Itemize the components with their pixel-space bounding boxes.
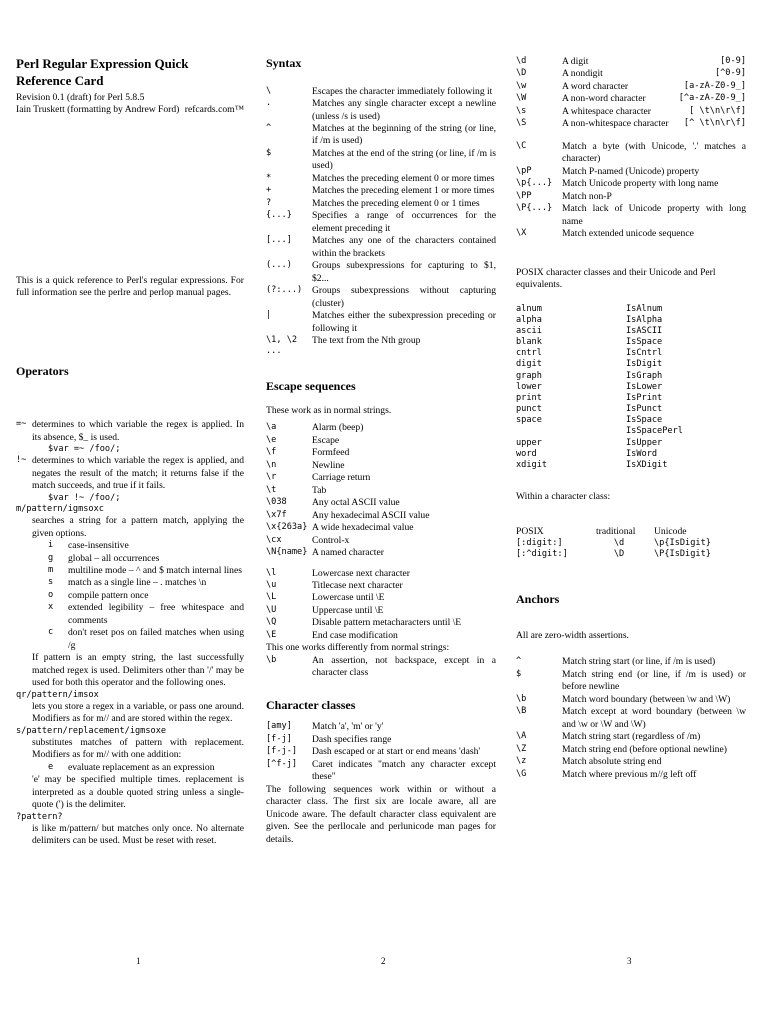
table-row: alnum IsAlnum (516, 303, 663, 314)
anchor-row: \Z Match string end (before optional newline) (516, 743, 727, 755)
anchors-list (516, 656, 746, 781)
op-example: $var =~ /foo/; (48, 444, 121, 455)
syntax-list (266, 86, 496, 358)
table-row: upper IsUpper (516, 437, 663, 448)
escape-intro: These work as in normal strings. (266, 404, 392, 416)
op-desc: determines to which variable the regex is applied, and negates the result of the match; it returns false if the match succeeds, and true if it fails. (32, 455, 244, 492)
escape-row: \n Newline (266, 459, 345, 471)
syntax-row: [...] Matches any one of the characters contained within the brackets (266, 235, 496, 259)
anchors-intro: All are zero-width assertions. (516, 629, 629, 641)
escape-row: \f Formfeed (266, 447, 350, 459)
author: Iain Truskett (formatting by Andrew Ford) (16, 104, 180, 116)
op-example: $var !~ /foo/; (48, 492, 121, 503)
escape-list (266, 422, 496, 559)
char-class-list (266, 721, 496, 783)
escape-heading: Escape sequences (266, 379, 356, 394)
posix-table (516, 304, 736, 472)
op-s: s/pattern/replacement/igmsoxe (16, 725, 167, 736)
class-row: [f-j-] Dash escaped or at start or end means 'dash' (266, 746, 481, 758)
table-row: xdigit IsXDigit (516, 459, 668, 470)
seq-row: \C Match a byte (with Unicode, '.' matches a character) (516, 140, 746, 165)
modifier-item: c don't reset pos on failed matches when using /g (48, 627, 244, 651)
column-3 (516, 56, 746, 781)
table-row: [:^digit:] \D \P{IsDigit} (516, 549, 711, 560)
intro-text: This is a quick reference to Perl's regular expressions. For full information see the perlre and perlop manual pages. (16, 274, 244, 299)
table-row: alpha IsAlpha (516, 314, 663, 325)
modifier-item: g global – all occurrences (48, 552, 160, 564)
seq-row: \pP Match P-named (Unicode) property (516, 165, 700, 177)
syntax-row: (?:...) Groups subexpressions without capturing (cluster) (266, 285, 496, 309)
op-desc: searches a string for a pattern match, applying the given options. (32, 515, 244, 539)
op-desc: lets you store a regex in a variable, or pass one around. Modifiers as for m// and are stored within the regex. (32, 700, 244, 725)
anchor-row: \A Match string start (regardless of /m) (516, 731, 701, 743)
seq-row: \p{...} Match Unicode property with long name (516, 178, 719, 190)
case-escape-list (266, 568, 496, 643)
op-bangtilde (16, 455, 244, 492)
table-row: graph IsGraph (516, 370, 663, 381)
escape-row: \r Carriage return (266, 472, 371, 484)
syntax-row: {...} Specifies a range of occurrences for the element preceding it (266, 210, 496, 234)
syntax-row: ? Matches the preceding element 0 or 1 times (266, 197, 480, 209)
syntax-row: ^ Matches at the beginning of the string (or line, if /m is used) (266, 123, 496, 147)
escape-row: \a Alarm (beep) (266, 422, 364, 434)
seq-row: \PP Match non-P (516, 190, 612, 202)
syntax-heading: Syntax (266, 56, 302, 70)
seq-row: \d A digit [0-9] (516, 56, 746, 67)
seq-row: \s A whitespace character [ \t\n\r\f] (516, 105, 746, 117)
op-desc: determines to which variable the regex is applied. In its absence, $_ is used. (32, 419, 244, 443)
anchor-row: \b Match word boundary (between \w and \W) (516, 693, 731, 705)
escape-row: \038 Any octal ASCII value (266, 497, 400, 509)
seq-row: \P{...} Match lack of Unicode property with long name (516, 203, 746, 227)
anchor-row: \B Match except at word boundary (between \w and \w or \W and \W) (516, 706, 746, 730)
column-1 (16, 56, 244, 848)
escape-row: \cx Control-x (266, 534, 350, 546)
escape-row: \e Escape (266, 434, 340, 446)
escape-row: \l Lowercase next character (266, 567, 411, 579)
syntax-row: + Matches the preceding element 1 or more times (266, 185, 495, 197)
seq-row: \S A non-whitespace character [^ \t\n\r\f] (516, 118, 746, 130)
modifier-list (16, 540, 244, 652)
table-row: lower IsLower (516, 381, 663, 392)
escape-row: \x{263a} A wide hexadecimal value (266, 522, 414, 534)
page-number: 1 (136, 956, 141, 966)
escape-row: \E End case modification (266, 629, 398, 641)
char-class-note: The following sequences work within or without a character class. The first six are locale aware, all are Unicode aware. The default character class equivalent are given. See the perllocale and perlunicode man pages for details. (266, 783, 496, 845)
op-question: ?pattern? (16, 811, 63, 822)
anchor-row: $ Match string end (or line, if /m is used) or before newline (516, 668, 746, 693)
syntax-row: . Matches any single character except a newline (unless /s is used) (266, 98, 496, 122)
card-title: Perl Regular Expression Quick Reference Card (16, 56, 189, 88)
op-qr: qr/pattern/imsox (16, 689, 99, 700)
operators-heading: Operators (16, 363, 69, 378)
table-row: word IsWord (516, 448, 658, 459)
escape-row: \N{name} A named character (266, 547, 384, 559)
op-key: !~ (16, 455, 27, 466)
page-number: 2 (381, 956, 386, 966)
modifier-item: o compile pattern once (48, 589, 149, 601)
modifier-item: x extended legibility – free whitespace and comments (48, 602, 244, 626)
table-row: punct IsPunct (516, 404, 663, 415)
modifier-item: m multiline mode – ^ and $ match internal lines (48, 564, 242, 576)
seq-row: \W A non-word character [^a-zA-Z0-9_] (516, 93, 746, 105)
revision-line: Revision 0.1 (draft) for Perl 5.8.5 (16, 91, 145, 103)
seq-row: \w A word character [a-zA-Z0-9_] (516, 80, 746, 92)
column-2 (266, 56, 496, 846)
table-row: digit IsDigit (516, 359, 663, 370)
seq-row: \D A nondigit [^0-9] (516, 68, 746, 80)
page-number: 3 (627, 956, 632, 966)
class-row: [f-j] Dash specifies range (266, 733, 392, 745)
unicode-seq-list (516, 141, 746, 241)
anchor-row: \z Match absolute string end (516, 756, 662, 768)
table-row: ascii IsASCII (516, 325, 663, 336)
op-note: If pattern is an empty string, the last successfully matched regex is used. Delimiters other than '/' may be used for both this operator and the following ones. (32, 652, 244, 689)
syntax-row: | Matches either the subexpression preceding or following it (266, 310, 496, 334)
op-note: 'e' may be specified multiple times. replacement is interpreted as a double quoted string unless a single-quote (') is the delimiter. (32, 774, 244, 811)
table-row: [:digit:] \d \p{IsDigit} (516, 538, 711, 549)
op-eqtilde (16, 419, 244, 444)
class-row: [^f-j] Caret indicates "match any character except these" (266, 758, 496, 783)
escape-row: \b An assertion, not backspace, except in a character class (266, 654, 496, 679)
table-row: IsSpacePerl (626, 426, 683, 437)
syntax-row: (...) Groups subexpressions for capturing to $1, $2... (266, 260, 496, 284)
modifier-item: e evaluate replacement as an expression (48, 761, 215, 773)
posix-intro: POSIX character classes and their Unicode and Perl equivalents. (516, 266, 716, 291)
table-row: print IsPrint (516, 392, 663, 403)
table-header-row: POSIX traditional Unicode (516, 525, 687, 537)
table-row: space IsSpace (516, 415, 663, 426)
escape-row: \x7f Any hexadecimal ASCII value (266, 509, 430, 521)
escape-row: \Q Disable pattern metacharacters until \E (266, 617, 462, 629)
op-desc: substitutes matches of pattern with replacement. Modifiers as for m// with one addition: (32, 736, 244, 761)
class-row: [amy] Match 'a', 'm' or 'y' (266, 721, 384, 733)
op-desc: is like m/pattern/ but matches only once. No alternate delimiters can be used. Must be reset with reset. (32, 822, 244, 847)
op-m: m/pattern/igmsoxc (16, 503, 104, 514)
author-line (16, 104, 244, 116)
modifier-item: s match as a single line – . matches \n (48, 577, 207, 589)
syntax-row: * Matches the preceding element 0 or more times (266, 172, 495, 184)
syntax-row: $ Matches at the end of the string (or line, if /m is used) (266, 147, 496, 172)
table-row: cntrl IsCntrl (516, 348, 663, 359)
site-link[interactable]: refcards.com™ (184, 104, 244, 116)
modifier-item: i case-insensitive (48, 540, 129, 552)
seq-row: \X Match extended unicode sequence (516, 228, 694, 240)
escape-row: \U Uppercase until \E (266, 604, 384, 616)
syntax-row: \1, \2 ... The text from the Nth group (266, 334, 421, 357)
anchor-row: \G Match where previous m//g left off (516, 768, 697, 780)
char-class-heading: Character classes (266, 697, 356, 712)
syntax-row: \ Escapes the character immediately following it (266, 85, 493, 97)
class-seq-list (516, 56, 746, 131)
escape-note: This one works differently from normal strings: (266, 642, 450, 654)
op-key: =~ (16, 419, 27, 430)
anchors-heading: Anchors (516, 592, 560, 607)
table-row: blank IsSpace (516, 337, 663, 348)
anchor-row: ^ Match string start (or line, if /m is used) (516, 656, 716, 668)
escape-row: \u Titlecase next character (266, 580, 403, 591)
within-class-intro: Within a character class: (516, 491, 611, 503)
within-class-table (516, 526, 723, 561)
escape-row: \t Tab (266, 484, 327, 496)
escape-row: \L Lowercase until \E (266, 592, 385, 604)
